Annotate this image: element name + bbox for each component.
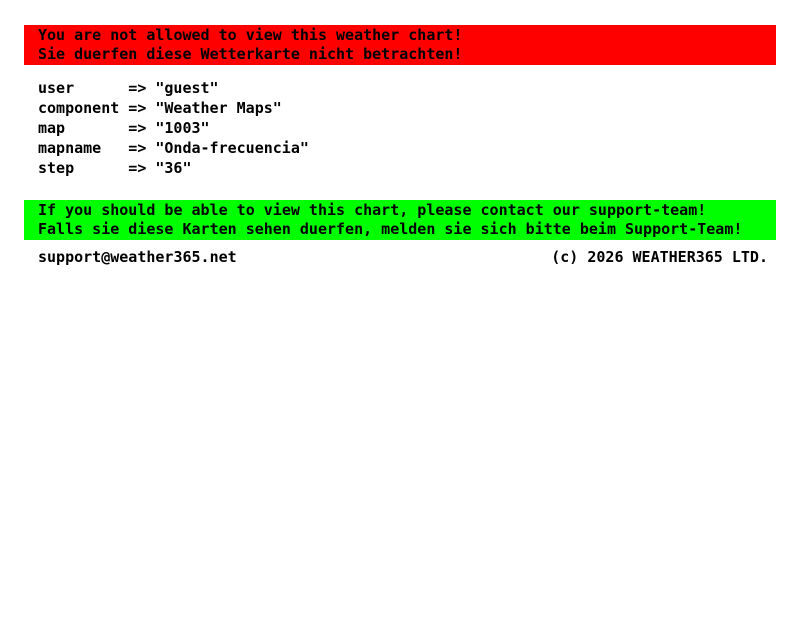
detail-key: mapname xyxy=(38,139,102,157)
detail-row-map xyxy=(38,118,776,138)
detail-row-user xyxy=(38,78,776,98)
detail-arrow: => xyxy=(128,79,147,97)
error-banner xyxy=(24,25,776,65)
support-email: support@weather365.net xyxy=(38,248,237,266)
detail-value: "Weather Maps" xyxy=(155,99,282,117)
detail-value: "36" xyxy=(155,159,192,177)
detail-key: component xyxy=(38,99,120,117)
detail-row-step xyxy=(38,158,776,178)
info-banner-line-en: If you should be able to view this chart, please contact our support-team! xyxy=(38,201,707,219)
detail-value: "guest" xyxy=(155,79,219,97)
detail-row-mapname xyxy=(38,138,776,158)
info-banner-line-de: Falls sie diese Karten sehen duerfen, melden sie sich bitte beim Support-Team! xyxy=(38,220,743,238)
request-details xyxy=(38,78,776,178)
detail-arrow: => xyxy=(128,139,147,157)
detail-value: "Onda-frecuencia" xyxy=(155,139,309,157)
detail-value: "1003" xyxy=(155,119,210,137)
detail-key: map xyxy=(38,119,66,137)
error-banner-line-de: Sie duerfen diese Wetterkarte nicht betrachten! xyxy=(38,45,463,63)
detail-key: user xyxy=(38,79,75,97)
access-denied-page xyxy=(0,25,800,625)
detail-arrow: => xyxy=(128,159,147,177)
footer xyxy=(38,250,768,265)
info-banner xyxy=(24,200,776,240)
copyright-notice: (c) 2026 WEATHER365 LTD. xyxy=(551,248,768,266)
detail-arrow: => xyxy=(128,99,147,117)
detail-key: step xyxy=(38,159,75,177)
detail-arrow: => xyxy=(128,119,147,137)
error-banner-line-en: You are not allowed to view this weather chart! xyxy=(38,26,463,44)
detail-row-component xyxy=(38,98,776,118)
